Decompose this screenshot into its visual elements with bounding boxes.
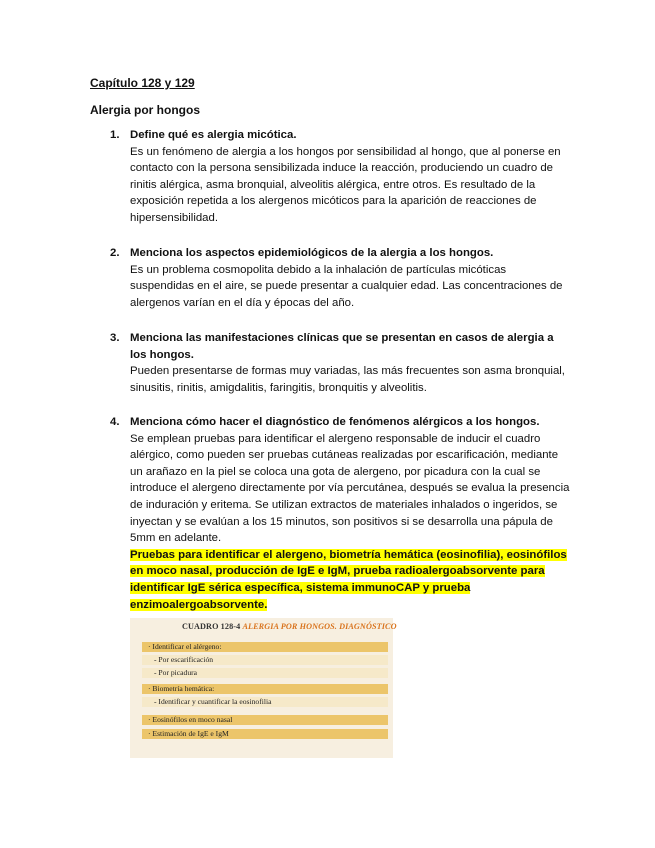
figure-row: · Identificar el alérgeno: [142, 642, 388, 652]
diagnosis-figure [130, 618, 397, 758]
figure-row: · Estimación de IgE e IgM [142, 729, 388, 739]
figure-title-italic: ALERGIA POR HONGOS. DIAGNÓSTICO [242, 622, 397, 631]
topic-heading: Alergia por hongos [90, 103, 201, 117]
figure-row: · Biometría hemática: [142, 684, 388, 694]
chapter-heading: Capítulo 128 y 129 [90, 76, 195, 90]
question-2 [110, 245, 570, 311]
question-title: Menciona cómo hacer el diagnóstico de fenómenos alérgicos a los hongos. [130, 416, 540, 428]
figure-row: · Eosinófilos en moco nasal [142, 715, 388, 725]
figure-title-prefix: CUADRO 128-4 [182, 622, 241, 631]
highlighted-text: Pruebas para identificar el alergeno, biometría hemática (eosinofilia), eosinófilos en moco nasal, producción de IgE e IgM, prueba radioalergoabsorvente para identificar IgE sérica específica, sistema immunoCAP y prueba enzimoalergoabsorvente. [130, 548, 567, 611]
question-answer: Se emplean pruebas para identificar el alergeno responsable de inducir el cuadro alérgico, como pueden ser pruebas cutáneas realizadas por escarificación, mediante un arañazo en la piel se coloca una gota de alergeno, por picadura con la cual se introduce el alergeno directamente por vía percutánea, después se evalua la presencia de induración y eritema. Se utilizan extractos de materiales inhalados o ingeridos, se inyectan y se evalúan a los 15 minutos, son positivos si se desarrolla una pápula de 5mm en adelante. [130, 432, 570, 545]
question-number: 1. [110, 129, 120, 141]
figure-title [182, 622, 397, 631]
question-answer: Es un problema cosmopolita debido a la inhalación de partículas micóticas suspendidas en el aire, se puede presentar a cualquier edad. Las concentraciones de alergenos varían en el día y épocas del año. [130, 263, 563, 309]
figure-row-text: - Por picadura [154, 668, 198, 677]
question-title: Define qué es alergia micótica. [130, 129, 297, 141]
highlighted-answer [130, 547, 570, 613]
question-4 [110, 414, 570, 613]
figure-table [142, 640, 388, 755]
question-answer: Pueden presentarse de formas muy variadas, las más frecuentes son asma bronquial, sinusitis, rinitis, amigdalitis, faringitis, bronquitis y alveolitis. [130, 365, 565, 394]
question-title: Menciona los aspectos epidemiológicos de la alergia a los hongos. [130, 247, 494, 259]
figure-row [142, 655, 388, 665]
question-number: 4. [110, 416, 120, 428]
figure-row [142, 668, 388, 678]
question-1 [110, 127, 570, 227]
question-answer: Es un fenómeno de alergia a los hongos por sensibilidad al hongo, que al ponerse en contacto con la persona sensibilizada induce la reacción, produciendo un cuadro de rinitis alérgica, asma bronquial, alveolitis alérgica, entre otros. Es resultado de la exposición repetida a los alergenos micóticos para la aparición de reacciones de hipersensibilidad. [130, 145, 561, 224]
question-number: 3. [110, 332, 120, 344]
figure-row [142, 697, 388, 707]
figure-row-text: - Por escarificación [154, 655, 214, 664]
figure-row-text: - Identificar y cuantificar la eosinofilia [154, 697, 272, 706]
question-number: 2. [110, 247, 120, 259]
question-title: Menciona las manifestaciones clínicas que se presentan en casos de alergia a los hongos. [130, 332, 554, 361]
question-3 [110, 330, 570, 396]
